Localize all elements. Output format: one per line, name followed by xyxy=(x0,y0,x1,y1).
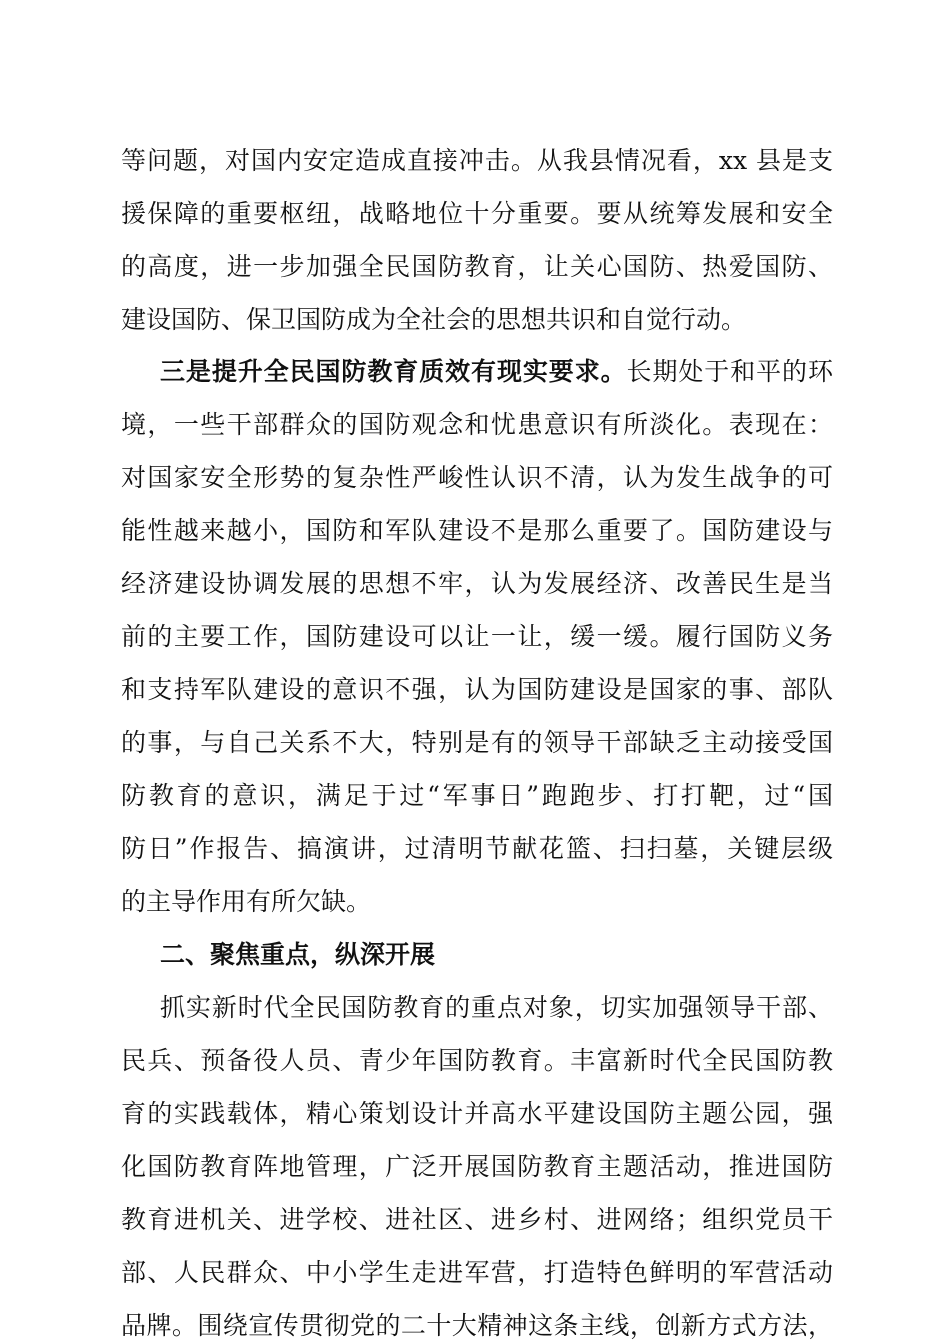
text-line: 和支持军队建设的意识不强，认为国防建设是国家的事、部队 xyxy=(121,675,833,704)
text-line: 部、人民群众、中小学生走进军营，打造特色鲜明的军营活动 xyxy=(121,1258,833,1287)
section-heading: 二、聚焦重点，纵深开展 xyxy=(160,940,436,969)
text-line: 品牌。围绕宣传贯彻党的二十大精神这条主线，创新方式方法， xyxy=(121,1311,833,1340)
paragraph-lead: 三是提升全民国防教育质效有现实要求。 xyxy=(160,357,627,386)
text-line: 的事，与自己关系不大，特别是有的领导干部缺乏主动接受国 xyxy=(121,728,833,757)
text-line: 教育进机关、进学校、进社区、进乡村、进网络；组织党员干 xyxy=(121,1205,833,1234)
text-line: 对国家安全形势的复杂性严峻性认识不清，认为发生战争的可 xyxy=(121,463,833,492)
text-line: 育的实践载体，精心策划设计并高水平建设国防主题公园，强 xyxy=(121,1099,833,1128)
text-line: 等问题，对国内安定造成直接冲击。从我县情况看，xx 县是支 xyxy=(121,146,833,175)
text-line: 的高度，进一步加强全民国防教育，让关心国防、热爱国防、 xyxy=(121,252,833,281)
paragraph-lead-rest: 长期处于和平的环 xyxy=(626,357,833,386)
text-line: 建设国防、保卫国防成为全社会的思想共识和自觉行动。 xyxy=(121,305,747,334)
paragraph-first-line xyxy=(160,357,833,387)
paragraph-first-line: 抓实新时代全民国防教育的重点对象，切实加强领导干部、 xyxy=(160,993,833,1022)
text-line: 能性越来越小，国防和军队建设不是那么重要了。国防建设与 xyxy=(121,516,833,545)
text-line: 化国防教育阵地管理，广泛开展国防教育主题活动，推进国防 xyxy=(121,1152,833,1181)
text-line: 的主导作用有所欠缺。 xyxy=(121,887,372,916)
text-line: 民兵、预备役人员、青少年国防教育。丰富新时代全民国防教 xyxy=(121,1046,833,1075)
text-line: 防日”作报告、搞演讲，过清明节献花篮、扫扫墓，关键层级 xyxy=(121,834,833,863)
text-line: 境，一些干部群众的国防观念和忧患意识有所淡化。表现在： xyxy=(121,410,833,439)
text-line: 前的主要工作，国防建设可以让一让，缓一缓。履行国防义务 xyxy=(121,622,833,651)
text-line: 经济建设协调发展的思想不牢，认为发展经济、改善民生是当 xyxy=(121,569,833,598)
text-line: 防教育的意识，满足于过“军事日”跑跑步、打打靶，过“国 xyxy=(121,781,833,810)
text-line: 援保障的重要枢纽，战略地位十分重要。要从统筹发展和安全 xyxy=(121,199,833,228)
